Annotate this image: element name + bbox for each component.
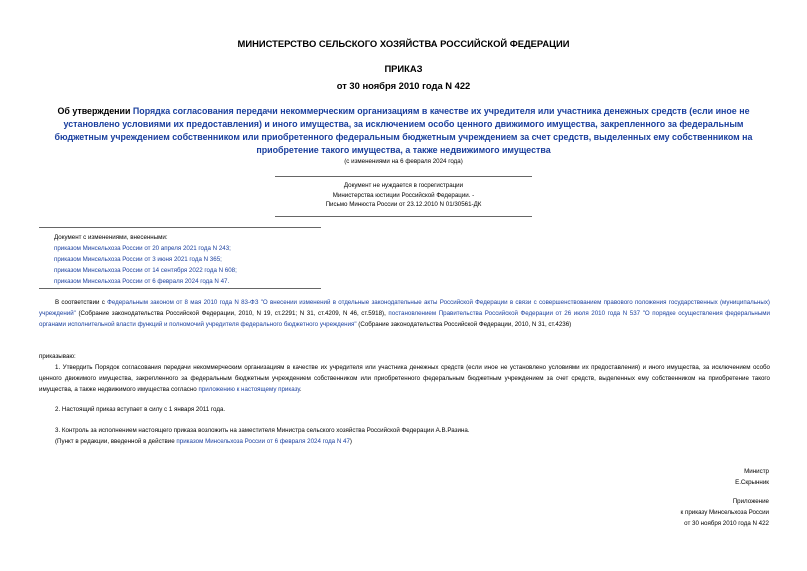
- item-3-paragraph: 3. Контроль за исполнением настоящего приказа возложить на заместителя Министра сельского хозяйства Российской Федерации А.В.Разина.: [55, 427, 470, 434]
- notice-line: Министерства юстиции Российской Федерации. -: [332, 191, 475, 199]
- doc-date-number: от 30 ноября 2010 года N 422: [336, 80, 471, 91]
- item-1-text: 1. Утвердить Порядок согласования передачи некоммерческим организациям в качестве их учредителя или участника денежных средств (если иное не установлено условиями их предоставления) и иного имущества, за исключением особо ценного движимого имущества, закрепленного за федеральным бюджетным учреждением собственником или приобретенного федеральным бюджетным учреждением за счет средств, выделенных ему собственником на приобретение такого имущества, а также недвижимого имущества согласно: [39, 364, 770, 393]
- item-1-end: .: [299, 386, 302, 393]
- federal-law-link[interactable]: Федеральным законом от 8 мая 2010 года N 83-ФЗ "О внесении изменений в отдельные законодательные акты Российской Федерации в связи с совершенствованием правового положения государственных (муниципальных) учреждений": [39, 299, 770, 317]
- note-text: ): [349, 438, 352, 445]
- registration-notice: [0, 181, 807, 210]
- government-decree-link[interactable]: постановлением Правительства Российской Федерации от 26 июля 2010 года N 537 "О порядке осуществления федеральными органами исполнительной власти функций и полномочий учредителя федерального бюджетного учреждения": [39, 310, 770, 328]
- preamble-text: В соответствии с: [55, 299, 108, 306]
- amendment-link[interactable]: приказом Минсельхоза России от 6 февраля 2024 года N 47.: [54, 278, 230, 285]
- title-link[interactable]: Порядка согласования передачи некоммерческим организациям в качестве их учредителя или участника денежных средств (если иное не установлено условиями их предоставления) и иного имущества, за исключением особо ценного движимого имущества, закрепленного за федеральным бюджетным учреждением собственником или приобретенного федеральным бюджетным учреждением за счет средств, выделенных ему собственником на приобретение такого имущества, а также недвижимого имущества: [54, 106, 753, 155]
- ministry-name: МИНИСТЕРСТВО СЕЛЬСКОГО ХОЗЯЙСТВА РОССИЙСКОЙ ФЕДЕРАЦИИ: [237, 38, 570, 49]
- amendment-2024-link[interactable]: приказом Минсельхоза России от 6 февраля 2024 года N 47: [176, 438, 350, 445]
- divider: [39, 288, 321, 289]
- amendments-heading: Документ с изменениями, внесенными:: [54, 234, 168, 241]
- notice-line: Документ не нуждается в госрегистрации: [343, 182, 464, 189]
- appendix-label: Приложение: [732, 498, 769, 505]
- order-word: приказываю:: [39, 353, 76, 360]
- notice-line: Письмо Минюста России от 23.12.2010 N 01/30561-ДК: [325, 201, 482, 209]
- amendment-link[interactable]: приказом Минсельхоза России от 3 июня 2021 года N 365;: [54, 256, 222, 263]
- appendix-date: от 30 ноября 2010 года N 422: [684, 520, 769, 527]
- doc-type: ПРИКАЗ: [384, 63, 423, 74]
- item-1-paragraph: [39, 362, 770, 395]
- appendix-order: к приказу Минсельхоза России: [680, 509, 769, 516]
- amendment-link[interactable]: приказом Минсельхоза России от 20 апреля 2021 года N 243;: [54, 245, 231, 252]
- signatory-position: Министр: [744, 468, 769, 475]
- changes-note: (с изменениями на 6 февраля 2024 года): [344, 158, 463, 165]
- divider: [275, 176, 532, 177]
- note-text: (Пункт в редакции, введенной в действие: [55, 438, 177, 445]
- preamble-text: (Собрание законодательства Российской Федерации, 2010, N 31, ст.4236): [356, 321, 572, 328]
- item-3-note: [55, 436, 770, 447]
- item-2-paragraph: 2. Настоящий приказ вступает в силу с 1 января 2011 года.: [55, 406, 226, 413]
- divider: [275, 216, 532, 217]
- title-prefix: Об утверждении: [57, 106, 133, 116]
- amendment-link[interactable]: приказом Минсельхоза России от 14 сентября 2022 года N 608;: [54, 267, 237, 274]
- amendments-list: [54, 232, 454, 287]
- preamble-text: (Собрание законодательства Российской Федерации, 2010, N 19, ст.2291; N 31, ст.4209, N 46, ст.5918),: [75, 310, 389, 317]
- signatory-name: Е.Скрынник: [735, 479, 769, 486]
- preamble-paragraph: [39, 297, 770, 330]
- appendix-link[interactable]: приложению к настоящему приказу: [198, 386, 300, 393]
- divider: [39, 227, 321, 228]
- appendix-reference: [681, 496, 769, 529]
- document-title: [40, 105, 767, 157]
- signature-block: [735, 466, 769, 488]
